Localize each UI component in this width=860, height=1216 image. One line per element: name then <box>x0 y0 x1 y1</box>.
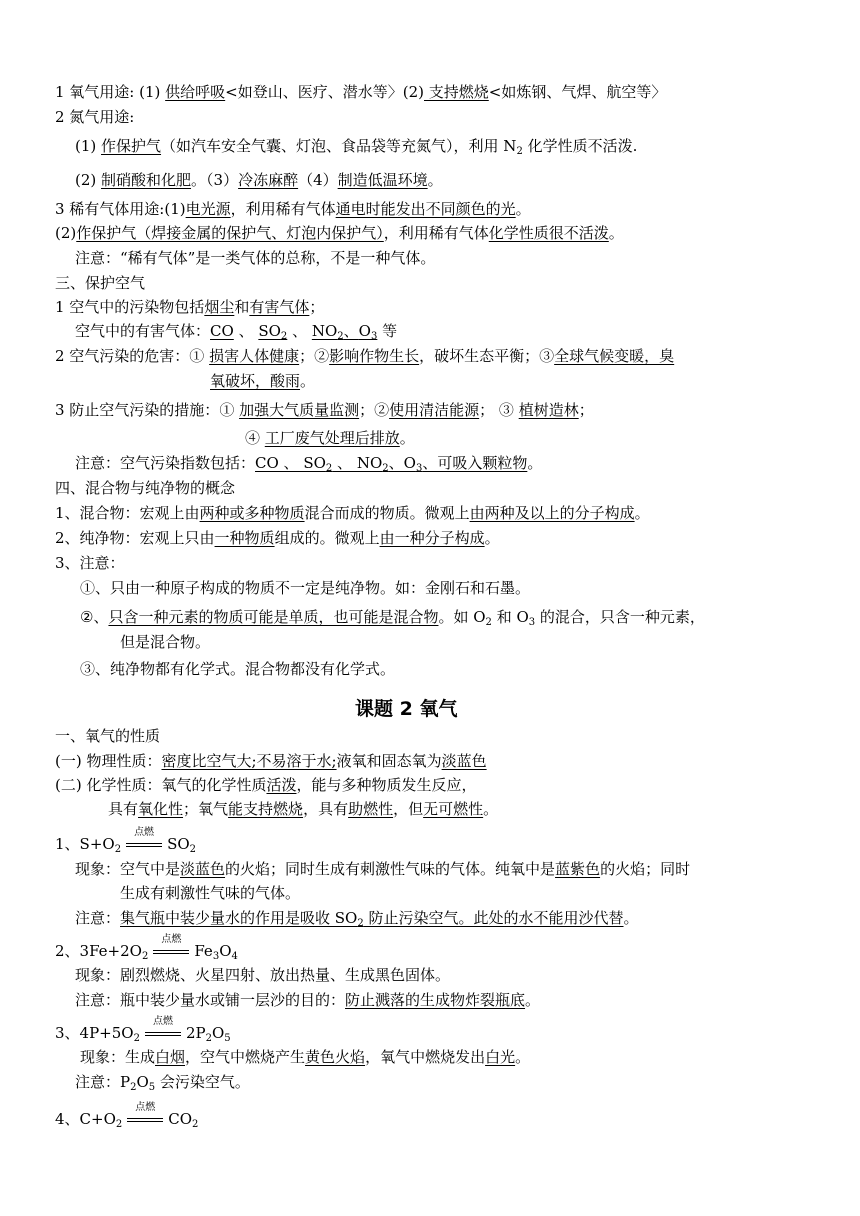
text: 集气瓶中装少量水的作用是吸收 SO <box>120 909 358 927</box>
underlined-answer: 一种物质 <box>214 529 275 547</box>
text: 。如 O <box>438 608 486 626</box>
section-heading-oxygen-properties <box>55 726 160 746</box>
text: 组成的。微观上 <box>274 529 380 547</box>
text: ②、 <box>80 608 109 626</box>
text: (2) <box>75 171 102 189</box>
physical-properties <box>55 751 487 771</box>
text: 四、混合物与纯净物的概念 <box>55 479 236 497</box>
condition-label: 点燃 <box>152 1016 173 1027</box>
note-2 <box>80 607 705 627</box>
text: (2) <box>55 224 77 242</box>
text: 4、C+O <box>55 1110 116 1128</box>
text: 注意：P <box>75 1073 131 1091</box>
reaction-carbon <box>55 1102 199 1130</box>
pollution-harm-line <box>55 346 674 366</box>
pollutants-line <box>55 297 324 317</box>
iron-phenomenon <box>75 965 450 985</box>
text: 的混合，只含一种元素， <box>535 608 705 626</box>
subscript: 3 <box>212 951 220 962</box>
subscript: 2 <box>114 844 122 855</box>
text: 。 <box>427 171 443 189</box>
subscript: 2 <box>189 844 197 855</box>
text: 。 <box>483 800 499 818</box>
subscript: 2 <box>141 951 149 962</box>
text: (二) 化学性质：氧气的化学性质 <box>55 776 267 794</box>
text: ，破坏生态平衡；③ <box>419 347 555 365</box>
note-noble-gas <box>75 248 435 268</box>
text: 一、氧气的性质 <box>55 727 161 745</box>
underlined-answer: 使用清洁能源 <box>389 401 480 419</box>
text: 三、保护空气 <box>55 274 146 292</box>
text: 。 <box>623 909 639 927</box>
underlined-answer: 制造低温环境 <box>337 171 428 189</box>
text: ；氧气 <box>183 800 229 818</box>
iron-note <box>75 990 540 1010</box>
underlined-answer <box>258 322 287 340</box>
reaction-arrow <box>125 1102 165 1130</box>
text: 液氧和固态氧为 <box>336 752 442 770</box>
text: O <box>136 1073 149 1091</box>
text: ，氧气中燃烧发出 <box>365 1048 486 1066</box>
underlined-answer: 作保护气 <box>101 137 162 155</box>
text: 。 <box>399 429 415 447</box>
underlined-answer: 化学性质很不活泼 <box>488 224 609 242</box>
text: 防止污染空气。此处的水不能用沙代替 <box>363 909 624 927</box>
subscript: 2 <box>192 1119 199 1130</box>
underlined-answer: 冷冻麻醉 <box>238 171 299 189</box>
underlined-answer <box>120 909 624 927</box>
text: 3、4P+5O <box>55 1024 134 1042</box>
reaction-sulfur <box>55 827 197 855</box>
text: 具有 <box>108 800 139 818</box>
note-pollution-index <box>75 453 542 473</box>
text: ③、纯净物都有化学式。混合物都没有化学式。 <box>80 660 396 678</box>
underlined-answer: 助燃性 <box>348 800 394 818</box>
text: 、 <box>343 322 359 340</box>
text: ，空气中燃烧产生 <box>185 1048 306 1066</box>
underlined-answer: CO <box>210 322 234 340</box>
subscript: 2 <box>130 1082 137 1093</box>
text: ；② <box>359 401 390 419</box>
phosphorus-note <box>75 1072 250 1092</box>
underlined-answer: 密度比空气大;不易溶于水; <box>161 752 337 770</box>
section-heading-protect-air <box>55 273 145 293</box>
pollution-harm-line-2 <box>210 371 315 391</box>
text: (一) 物理性质： <box>55 752 162 770</box>
text: 。 <box>527 454 543 472</box>
section-heading-mixtures <box>55 478 235 498</box>
text: ，利用稀有气体 <box>230 200 336 218</box>
text: 、 <box>233 322 259 340</box>
reaction-arrow <box>143 1016 183 1044</box>
underlined-answer: 有害气体 <box>249 298 310 316</box>
text: ，利用稀有气体 <box>383 224 489 242</box>
underlined-answer: 植树造林 <box>518 401 579 419</box>
underlined-answer: 活泼 <box>266 776 297 794</box>
text: 和 <box>234 298 250 316</box>
subscript: 2 <box>205 1033 212 1044</box>
text: 注意：空气污染指数包括： <box>75 454 256 472</box>
underlined-answer: 无可燃性 <box>423 800 484 818</box>
text: 的火焰；同时 <box>600 860 691 878</box>
text: 。 <box>634 504 650 522</box>
nitrogen-use-2 <box>75 170 443 190</box>
underlined-answer: 作保护气（焊接金属的保护气、灯泡内保护气） <box>76 224 384 242</box>
underlined-answer: 两种或多种物质 <box>199 504 305 522</box>
noble-gas-uses-2 <box>55 223 624 243</box>
reaction-arrow <box>124 827 164 855</box>
underlined-answer: 烟尘 <box>204 298 235 316</box>
underlined-answer: 加强大气质量监测 <box>239 401 360 419</box>
text: ①、只由一种原子构成的物质不一定是纯净物。如：金刚石和石墨。 <box>80 579 531 597</box>
note-3 <box>80 659 395 679</box>
text: 、可吸入颗粒物 <box>422 454 528 472</box>
text: 会污染空气。 <box>155 1073 250 1091</box>
text: 3 防止空气污染的措施：① <box>55 401 240 419</box>
text: 。 <box>300 372 316 390</box>
subscript: 2 <box>485 617 492 628</box>
text: SO <box>167 835 190 853</box>
text: ，具有 <box>303 800 349 818</box>
text: (1) <box>75 137 102 155</box>
subscript: 3 <box>370 331 378 342</box>
chemical-properties <box>55 775 477 795</box>
text: （如汽车安全气囊、灯泡、食品袋等充氮气），利用 N <box>161 137 517 155</box>
underlined-answer <box>255 454 527 472</box>
notes-heading <box>55 553 125 573</box>
underlined-answer: 损害人体健康 <box>209 347 300 365</box>
text: 注意：“稀有气体”是一类气体的总称，不是一种气体。 <box>75 249 436 267</box>
text: ； <box>309 298 325 316</box>
text: <如炼钢、气焊、航空等〉 <box>488 83 667 101</box>
subscript: 2 <box>516 146 523 157</box>
text: 空气中的有害气体： <box>75 322 211 340</box>
lesson-title: 课题 2 氧气 <box>355 698 458 720</box>
sulfur-phenomenon <box>75 859 690 879</box>
underlined-answer <box>312 322 378 340</box>
subscript: 2 <box>337 331 344 342</box>
text: 和 O <box>491 608 529 626</box>
underlined-answer: 通电时能发出不同颜色的光 <box>335 200 516 218</box>
underlined-answer: 电光源 <box>185 200 231 218</box>
sulfur-phenomenon-2 <box>120 883 300 903</box>
condition-label: 点燃 <box>135 1102 156 1113</box>
underlined-answer: 供给呼吸 <box>165 83 226 101</box>
text: 1 氧气用途: (1) <box>55 83 166 101</box>
text: 等 <box>377 322 398 340</box>
text: 。 <box>608 224 624 242</box>
text: 、O <box>388 454 416 472</box>
text: ； <box>578 401 594 419</box>
underlined-answer: 影响作物生长 <box>329 347 420 365</box>
sulfur-note <box>75 908 639 928</box>
underlined-answer: 工厂废气处理后排放 <box>264 429 400 447</box>
subscript: 5 <box>224 1033 231 1044</box>
text: 2 氮气用途: <box>55 108 135 126</box>
text: 2 空气污染的危害：① <box>55 347 210 365</box>
note-2-continued <box>120 632 210 652</box>
text: CO 、 SO <box>255 454 326 472</box>
text: 注意：瓶中装少量水或铺一层沙的目的： <box>75 991 346 1009</box>
subscript: 2 <box>357 918 364 929</box>
text: 生成有刺激性气味的气体。 <box>120 884 301 902</box>
text: 现象：剧烈燃烧、火星四射、放出热量、生成黑色固体。 <box>75 966 451 984</box>
underlined-answer: 由两种及以上的分子构成 <box>469 504 635 522</box>
text: 2、3Fe+2O <box>55 942 142 960</box>
underlined-answer: 只含一种元素的物质可能是单质，也可能是混合物 <box>108 608 439 626</box>
underlined-answer: 黄色火焰 <box>305 1048 366 1066</box>
text: 。 <box>515 200 531 218</box>
text: ；② <box>299 347 330 365</box>
text: 、 <box>287 322 312 340</box>
underlined-answer: 氧破坏，酸雨 <box>210 372 301 390</box>
text: 的火焰；同时生成有刺激性气味的气体。纯氧中是 <box>225 860 556 878</box>
text: 。 <box>525 991 541 1009</box>
prevention-line-2 <box>245 428 415 448</box>
condition-label: 点燃 <box>161 934 182 945</box>
reaction-iron <box>55 934 238 962</box>
text: 现象：生成 <box>80 1048 156 1066</box>
text: 1、S+O <box>55 835 115 853</box>
text: ； ③ <box>479 401 519 419</box>
text: <如登山、医疗、潜水等〉(2) <box>225 83 424 101</box>
subscript: 2 <box>115 1119 123 1130</box>
underlined-answer: 制硝酸和化肥 <box>101 171 192 189</box>
text: 。 <box>484 529 500 547</box>
phosphorus-phenomenon <box>80 1047 530 1067</box>
underlined-answer: 白烟 <box>155 1048 186 1066</box>
underlined-answer: 氧化性 <box>138 800 184 818</box>
underlined-answer: 能支持燃烧 <box>228 800 304 818</box>
text: （4） <box>298 171 338 189</box>
text: 混合而成的物质。微观上 <box>304 504 470 522</box>
mixture-definition <box>55 503 650 523</box>
text: O <box>211 1024 225 1042</box>
reaction-phosphorus <box>55 1016 231 1044</box>
text: O <box>219 942 232 960</box>
text: 现象：空气中是 <box>75 860 181 878</box>
text: 。 <box>515 1048 531 1066</box>
text: SO <box>258 322 281 340</box>
text: 2P <box>185 1024 206 1042</box>
oxygen-uses-line <box>55 82 666 102</box>
subscript: 2 <box>133 1033 140 1044</box>
text: 1 空气中的污染物包括 <box>55 298 205 316</box>
harmful-gases-line <box>75 321 397 341</box>
text: 3、注意： <box>55 554 125 572</box>
subscript: 2 <box>382 463 389 474</box>
condition-label: 点燃 <box>134 827 155 838</box>
underlined-answer: 支持燃烧 <box>424 83 489 101</box>
underlined-answer: 淡蓝色 <box>441 752 487 770</box>
text: 化学性质不活泼. <box>522 137 638 155</box>
nitrogen-uses-heading <box>55 107 134 127</box>
text: CO <box>168 1110 193 1128</box>
text: 注意： <box>75 909 121 927</box>
subscript: 4 <box>231 951 238 962</box>
subscript: 2 <box>325 463 333 474</box>
text: 但是混合物。 <box>120 633 211 651</box>
text: 。（3） <box>191 171 239 189</box>
text: O <box>358 322 371 340</box>
underlined-answer: 由一种分子构成 <box>379 529 485 547</box>
pure-substance-definition <box>55 528 500 548</box>
prevention-line <box>55 400 594 420</box>
subscript: 2 <box>280 331 288 342</box>
text: ，能与多种物质发生反应， <box>296 776 477 794</box>
text: 1、混合物：宏观上由 <box>55 504 200 522</box>
noble-gas-uses <box>55 199 531 219</box>
chemical-properties-2 <box>108 799 498 819</box>
text: ④ <box>245 429 265 447</box>
note-1 <box>80 578 530 598</box>
subscript: 5 <box>148 1082 156 1093</box>
text: Fe <box>194 942 213 960</box>
underlined-answer: 全球气候变暖，臭 <box>554 347 675 365</box>
nitrogen-use-1 <box>75 136 637 156</box>
underlined-answer: 防止溅落的生成物炸裂瓶底 <box>345 991 526 1009</box>
text: 、 NO <box>332 454 383 472</box>
text: 2、纯净物：宏观上只由 <box>55 529 215 547</box>
underlined-answer: 白光 <box>485 1048 516 1066</box>
underlined-answer: 淡蓝色 <box>180 860 226 878</box>
text: 3 稀有气体用途:(1) <box>55 200 186 218</box>
text: ，但 <box>393 800 424 818</box>
reaction-arrow <box>151 934 191 962</box>
underlined-answer: 蓝紫色 <box>555 860 601 878</box>
subscript: 3 <box>528 617 536 628</box>
subscript: 3 <box>415 463 423 474</box>
text: NO <box>311 322 338 340</box>
